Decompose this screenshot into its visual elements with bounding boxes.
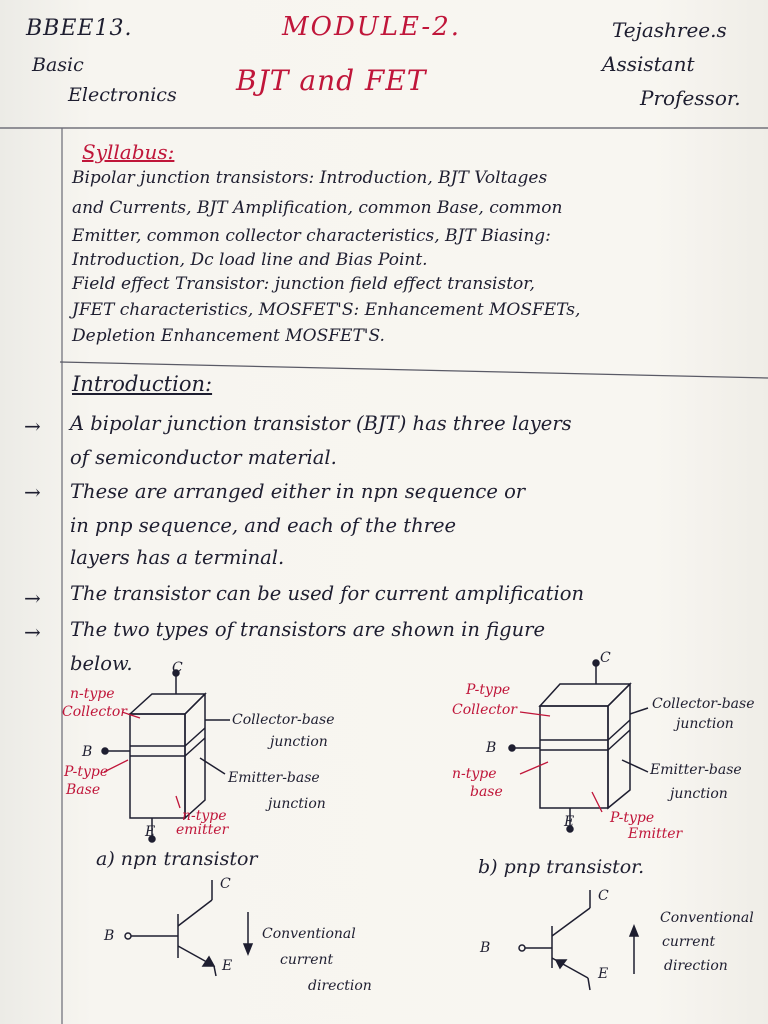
intro-line: The transistor can be used for current amplification [70,582,585,605]
pnp-base-label: n-type [452,766,497,782]
pnp-caption: b) pnp transistor. [478,856,645,878]
npn-collector-label: n-type [70,686,115,702]
pnp-current-label: current [662,934,716,950]
author-name: Tejashree.s [612,18,727,42]
syllabus-line: JFET characteristics, MOSFET'S: Enhancement MOSFETs, [72,300,581,320]
pnp-current-label: Conventional [660,910,754,926]
intro-line: These are arranged either in npn sequence or [70,480,526,503]
pnp-symbol-b: B [480,940,491,956]
course-code: BBEE13. [26,16,133,41]
introduction-heading: Introduction: [72,372,213,396]
bullet-arrow-icon: → [24,586,41,610]
npn-cb-junction-label: junction [270,734,328,750]
intro-line: of semiconductor material. [70,446,337,469]
npn-emitter-label: emitter [176,822,229,838]
npn-symbol-c: C [220,876,231,892]
pnp-terminal-e: E [564,814,575,830]
syllabus-line: Depletion Enhancement MOSFET'S. [72,326,385,346]
syllabus-line: Bipolar junction transistors: Introduction, BJT Voltages [72,168,548,188]
npn-collector-label: Collector [62,704,127,720]
pnp-symbol-c: C [598,888,609,904]
subject-line-2: Electronics [68,84,177,106]
intro-line: below. [70,652,133,675]
pnp-terminal-b: B [486,740,497,756]
author-role-2: Professor. [640,86,741,110]
pnp-symbol-e: E [598,966,609,982]
pnp-collector-label: Collector [452,702,517,718]
syllabus-line: Emitter, common collector characteristics, BJT Biasing: [72,226,551,246]
subject-line-1: Basic [32,54,84,76]
syllabus-line: Field effect Transistor: junction field effect transistor, [72,274,535,294]
pnp-cb-junction-label: Collector-base [652,696,755,712]
npn-current-label: current [280,952,334,968]
pnp-symbol [519,890,638,990]
npn-base-label: Base [66,782,101,798]
bullet-arrow-icon: → [24,480,41,504]
intro-line: in pnp sequence, and each of the three [70,514,457,537]
npn-terminal-c: C [172,660,183,676]
pnp-collector-label: P-type [466,682,511,698]
npn-symbol [125,880,252,976]
pnp-base-label: base [470,784,503,800]
author-role-1: Assistant [602,52,695,76]
module-title: MODULE-2. [282,12,462,42]
pnp-current-label: direction [664,958,728,974]
intro-line: The two types of transistors are shown in figure [70,618,546,641]
npn-symbol-e: E [222,958,233,974]
intro-line: A bipolar junction transistor (BJT) has three layers [70,412,572,435]
pnp-emitter-label: P-type [610,810,655,826]
npn-terminal-e: E [145,824,156,840]
npn-caption: a) npn transistor [96,848,258,870]
npn-symbol-b: B [104,928,115,944]
npn-cb-junction-label: Collector-base [232,712,335,728]
npn-terminal-b: B [82,744,93,760]
pnp-eb-junction-label: Emitter-base [650,762,742,778]
module-subtitle: BJT and FET [236,64,427,97]
bullet-arrow-icon: → [24,414,41,438]
npn-eb-junction-label: Emitter-base [228,770,320,786]
pnp-terminal-c: C [600,650,611,666]
intro-line: layers has a terminal. [70,546,285,569]
syllabus-line: Introduction, Dc load line and Bias Point. [72,250,428,270]
pnp-eb-junction-label: junction [670,786,728,802]
npn-current-label: Conventional [262,926,356,942]
syllabus-heading: Syllabus: [82,140,175,164]
pnp-layer-block [509,660,648,832]
npn-base-label: P-type [64,764,109,780]
npn-emitter-label: n-type [182,808,227,824]
bullet-arrow-icon: → [24,620,41,644]
syllabus-line: and Currents, BJT Amplification, common Base, common [72,198,563,218]
pnp-emitter-label: Emitter [628,826,683,842]
pnp-cb-junction-label: junction [676,716,734,732]
npn-current-label: direction [308,978,372,994]
npn-eb-junction-label: junction [268,796,326,812]
